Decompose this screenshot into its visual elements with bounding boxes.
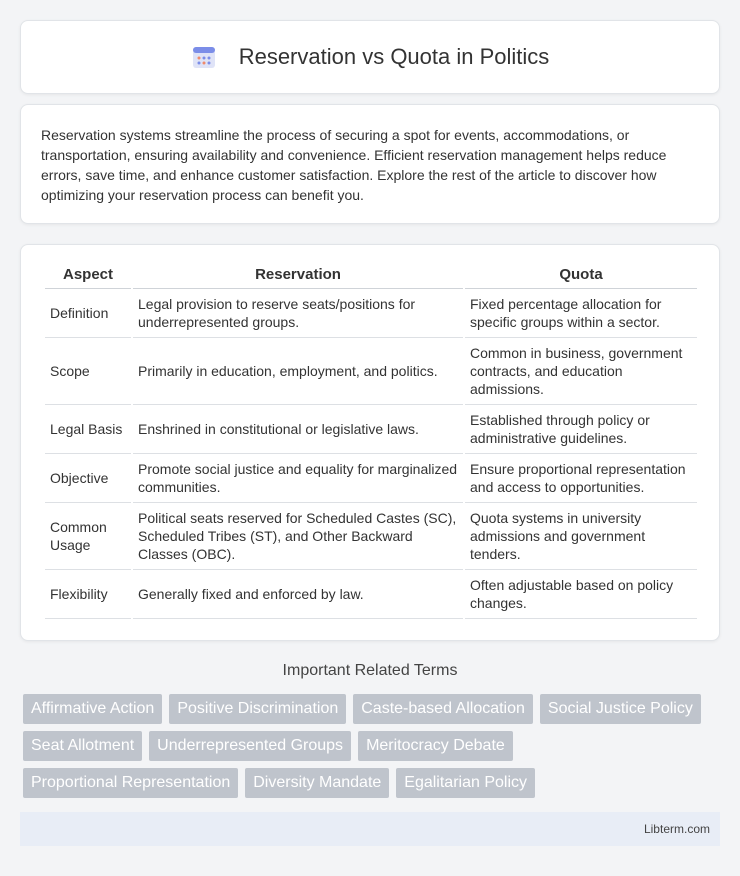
cell-quota: Established through policy or administrative guidelines.: [465, 405, 697, 454]
header-reservation: Reservation: [133, 263, 463, 289]
cell-reservation: Promote social justice and equality for marginalized communities.: [133, 454, 463, 503]
tag-affirmative-action[interactable]: Affirmative Action: [23, 694, 162, 724]
comparison-table-card: [20, 244, 720, 641]
table-row: [45, 338, 697, 405]
tag-proportional-representation[interactable]: Proportional Representation: [23, 768, 238, 798]
tag-underrepresented-groups[interactable]: Underrepresented Groups: [149, 731, 351, 761]
comparison-table: [43, 263, 699, 619]
document-icon: [191, 44, 217, 70]
header-quota: Quota: [465, 263, 697, 289]
tag-meritocracy-debate[interactable]: Meritocracy Debate: [358, 731, 513, 761]
cell-quota: Common in business, government contracts, and education admissions.: [465, 338, 697, 405]
footer-site-link[interactable]: Libterm.com: [643, 822, 710, 836]
tag-caste-based-allocation[interactable]: Caste-based Allocation: [353, 694, 533, 724]
cell-quota: Ensure proportional representation and access to opportunities.: [465, 454, 697, 503]
tag-row: [23, 731, 723, 761]
header-aspect: Aspect: [45, 263, 131, 289]
table-row: [45, 405, 697, 454]
table-row: [45, 289, 697, 338]
tag-social-justice-policy[interactable]: Social Justice Policy: [540, 694, 701, 724]
cell-reservation: Generally fixed and enforced by law.: [133, 570, 463, 619]
table-row: [45, 454, 697, 503]
table-header-row: [45, 263, 697, 289]
table-row: [45, 570, 697, 619]
cell-aspect: Legal Basis: [45, 405, 131, 454]
tag-positive-discrimination[interactable]: Positive Discrimination: [169, 694, 346, 724]
tag-row: [23, 694, 723, 724]
cell-aspect: Objective: [45, 454, 131, 503]
cell-reservation: Enshrined in constitutional or legislative laws.: [133, 405, 463, 454]
table-row: [45, 503, 697, 570]
page-title: Reservation vs Quota in Politics: [238, 44, 550, 69]
title-card: [20, 20, 720, 94]
cell-aspect: Definition: [45, 289, 131, 338]
footer: [20, 812, 720, 846]
cell-aspect: Common Usage: [45, 503, 131, 570]
cell-reservation: Political seats reserved for Scheduled Castes (SC), Scheduled Tribes (ST), and Other Backward Classes (OBC).: [133, 503, 463, 570]
related-terms: [23, 694, 723, 805]
cell-quota: Fixed percentage allocation for specific groups within a sector.: [465, 289, 697, 338]
tag-egalitarian-policy[interactable]: Egalitarian Policy: [396, 768, 535, 798]
cell-reservation: Legal provision to reserve seats/positions for underrepresented groups.: [133, 289, 463, 338]
cell-quota: Quota systems in university admissions and government tenders.: [465, 503, 697, 570]
tag-row: [23, 768, 723, 798]
cell-aspect: Flexibility: [45, 570, 131, 619]
intro-card: [20, 104, 720, 224]
related-terms-title: Important Related Terms: [282, 662, 458, 679]
cell-quota: Often adjustable based on policy changes.: [465, 570, 697, 619]
cell-reservation: Primarily in education, employment, and politics.: [133, 338, 463, 405]
intro-text: Reservation systems streamline the process of securing a spot for events, accommodations, or transportation, ensuring availability and convenience. Efficient reservation management helps reduce errors, save time, and enhance customer satisfaction. Explore the rest of the article to discover how optimizing your reservation process can benefit you.: [41, 127, 667, 203]
cell-aspect: Scope: [45, 338, 131, 405]
tag-seat-allotment[interactable]: Seat Allotment: [23, 731, 142, 761]
tag-diversity-mandate[interactable]: Diversity Mandate: [245, 768, 389, 798]
